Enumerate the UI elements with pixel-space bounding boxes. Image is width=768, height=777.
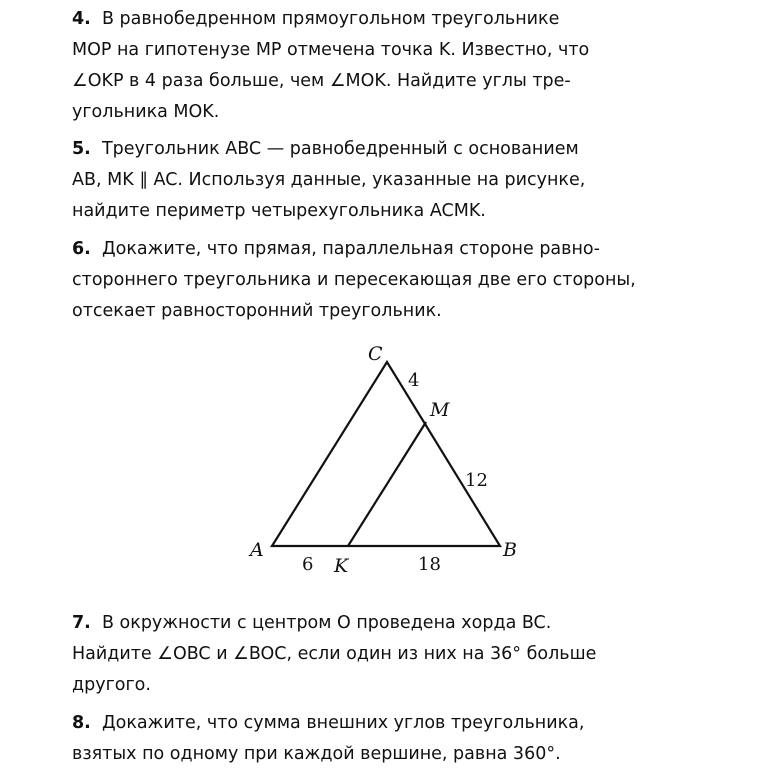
problem-7 bbox=[72, 608, 694, 701]
problem-8-line-1: 8. Докажите, что сумма внешних углов треугольника, bbox=[72, 713, 585, 733]
label-vertex-b: B bbox=[503, 539, 517, 561]
problem-7-line-2: Найдите ∠OBC и ∠BOC, если один из них на 36° больше bbox=[72, 644, 597, 664]
label-vertex-m: M bbox=[430, 399, 450, 421]
problem-4-line-1: 4. В равнобедренном прямоугольном треугольнике bbox=[72, 9, 560, 29]
problem-5-line-1: 5. Треугольник ABC — равнобедренный с основанием bbox=[72, 139, 579, 159]
problem-number: 5. bbox=[72, 139, 91, 159]
problem-number: 6. bbox=[72, 239, 91, 259]
problem-4 bbox=[72, 4, 694, 128]
problem-number: 8. bbox=[72, 713, 91, 733]
label-segment-cm: 4 bbox=[408, 370, 420, 391]
problem-number: 7. bbox=[72, 613, 91, 633]
problem-6-line-3: отсекает равносторонний треугольник. bbox=[72, 301, 442, 321]
label-segment-kb: 18 bbox=[418, 554, 441, 575]
problem-4-line-3: ∠OKP в 4 раза больше, чем ∠MOK. Найдите углы тре- bbox=[72, 71, 571, 91]
label-vertex-a: A bbox=[250, 539, 264, 561]
problem-6-line-1: 6. Докажите, что прямая, параллельная стороне равно- bbox=[72, 239, 600, 259]
label-vertex-k: K bbox=[334, 555, 349, 577]
problem-7-line-3: другого. bbox=[72, 675, 151, 695]
triangle-figure bbox=[0, 340, 768, 600]
problem-5-line-2: AB, MK ∥ AC. Используя данные, указанные на рисунке, bbox=[72, 170, 586, 190]
problem-6 bbox=[72, 234, 694, 327]
problem-4-line-4: угольника MOK. bbox=[72, 102, 220, 122]
label-segment-mb: 12 bbox=[465, 470, 488, 491]
label-vertex-c: C bbox=[368, 343, 383, 365]
problem-6-line-2: стороннего треугольника и пересекающая две его стороны, bbox=[72, 270, 636, 290]
problem-8-line-2: взятых по одному при каждой вершине, равна 360°. bbox=[72, 744, 561, 764]
triangle-abc bbox=[272, 362, 500, 546]
problem-7-line-1: 7. В окружности с центром O проведена хорда BC. bbox=[72, 613, 552, 633]
problem-8 bbox=[72, 708, 694, 770]
label-segment-ak: 6 bbox=[302, 554, 314, 575]
segment-mk bbox=[348, 422, 426, 546]
problem-5-line-3: найдите периметр четырехугольника ACMK. bbox=[72, 201, 486, 221]
problem-number: 4. bbox=[72, 9, 91, 29]
problem-5 bbox=[72, 134, 694, 227]
problem-4-line-2: MOP на гипотенузе MP отмечена точка K. Известно, что bbox=[72, 40, 590, 60]
